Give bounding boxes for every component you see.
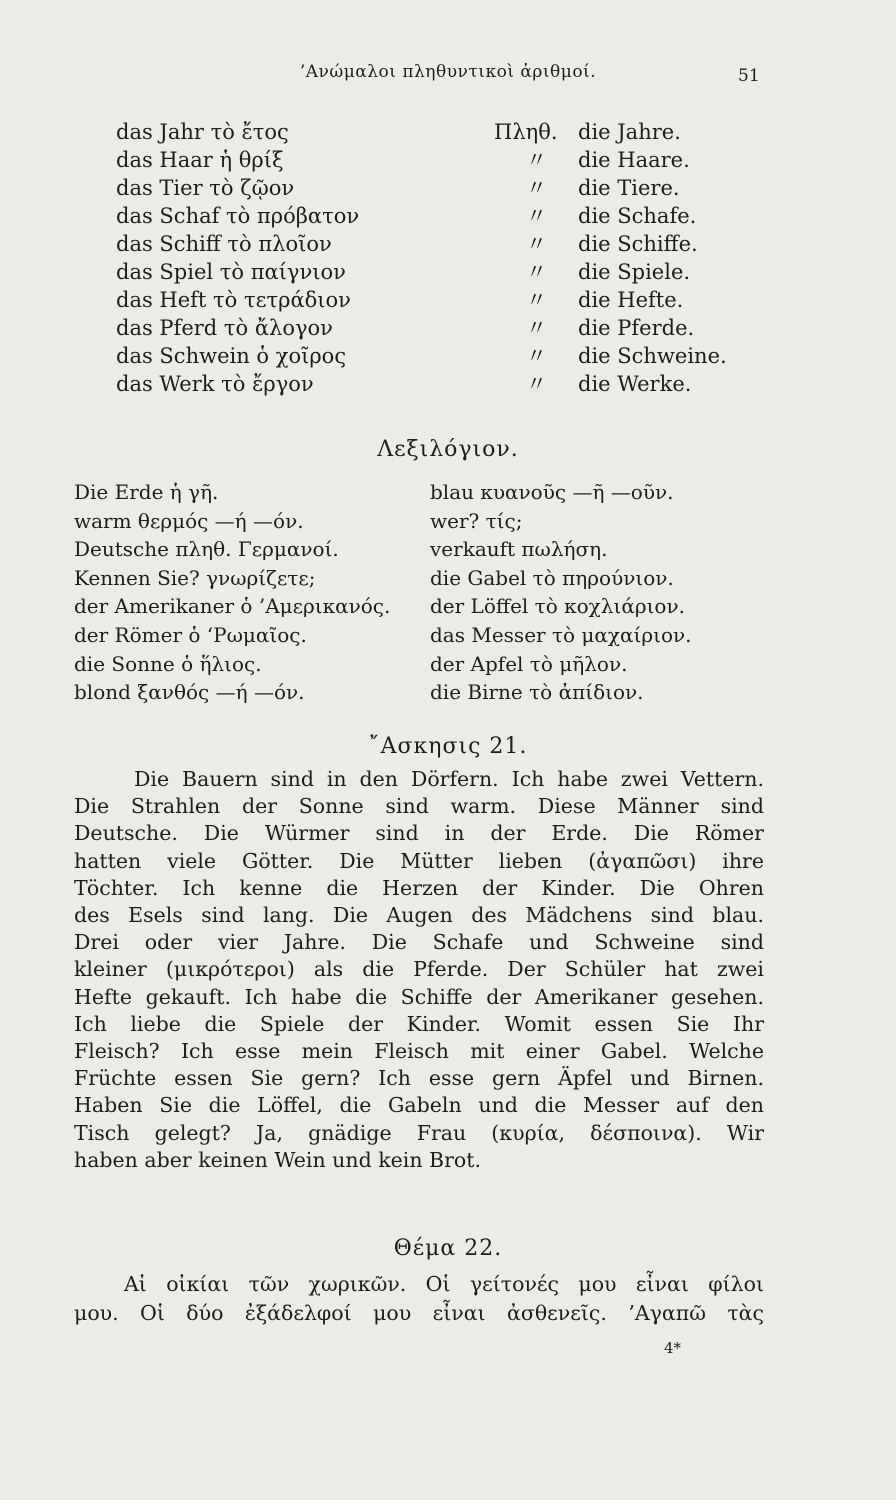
theme-text xyxy=(74,1270,764,1328)
theme-line: Αἱ οἰκίαι τῶν χωρικῶν. Οἱ γείτονές μου εἶναι φίλοι xyxy=(124,1272,764,1296)
vocabulary-item: warm θερμός —ή —όν. xyxy=(74,508,304,533)
exercise-line: des Esels sind lang. Die Augen des Mädchens sind blau. xyxy=(74,903,764,928)
plural-row xyxy=(116,342,776,370)
plural-form: die Schiffe. xyxy=(578,232,698,256)
vocabulary-item: die Sonne ὁ ἥλιος. xyxy=(74,651,262,676)
exercise-line: Drei oder vier Jahre. Die Schafe und Schweine sind xyxy=(74,930,764,955)
plural-row xyxy=(116,258,776,286)
plural-row xyxy=(116,118,776,146)
vocabulary-item: der Apfel τὸ μῆλον. xyxy=(430,651,628,676)
plural-form: die Spiele. xyxy=(578,260,691,284)
vocabulary-item: Kennen Sie? γνωρίζετε; xyxy=(74,565,316,590)
theme-line: μου. Οἱ δύο ἐξάδελφοί μου εἶναι ἀσθενεῖς. ’Αγαπῶ τὰς xyxy=(74,1301,764,1325)
page-header xyxy=(0,62,896,86)
vocabulary-item: der Löffel τὸ κοχλιάριον. xyxy=(430,594,685,619)
plural-row xyxy=(116,146,776,174)
ditto-mark: 〃 xyxy=(526,316,547,340)
ditto-mark: 〃 xyxy=(526,232,547,256)
singular-form: das Schwein ὁ χοῖρος xyxy=(116,344,347,368)
plural-form: die Schweine. xyxy=(578,344,727,368)
exercise-line: Tisch gelegt? Ja, gnädige Frau (κυρία, δέσποινα). Wir xyxy=(74,1120,764,1145)
exercise-line: Früchte essen Sie gern? Ich esse gern Äpfel und Birnen. xyxy=(74,1066,764,1091)
plural-form: die Werke. xyxy=(578,372,692,396)
vocabulary-item: der Amerikaner ὁ ’Αμερικανός. xyxy=(74,594,391,619)
vocabulary-right-column xyxy=(430,478,692,707)
exercise-line: Deutsche. Die Würmer sind in der Erde. Die Römer xyxy=(74,821,764,846)
plural-form: die Hefte. xyxy=(578,288,684,312)
signature-mark: 4* xyxy=(664,1339,682,1357)
exercise-line: Hefte gekauft. Ich habe die Schiffe der Amerikaner gesehen. xyxy=(74,984,764,1009)
theme-heading: Θέμα 22. xyxy=(393,1236,503,1261)
vocabulary-item: die Gabel τὸ πηρούνιον. xyxy=(430,565,674,590)
plural-form: die Pferde. xyxy=(578,316,695,340)
singular-form: das Spiel τὸ παίγνιον xyxy=(116,260,346,284)
exercise-line: Haben Sie die Löffel, die Gabeln und die Messer auf den xyxy=(74,1093,764,1118)
exercise-line: haben aber keinen Wein und kein Brot. xyxy=(74,1147,481,1172)
ditto-mark: 〃 xyxy=(526,204,547,228)
vocabulary-heading: Λεξιλόγιον. xyxy=(377,437,519,462)
plural-row xyxy=(116,174,776,202)
exercise-line: Töchter. Ich kenne die Herzen der Kinder. Die Ohren xyxy=(74,875,764,900)
singular-form: das Tier τὸ ζῷον xyxy=(116,176,295,200)
ditto-mark: 〃 xyxy=(526,372,547,396)
page-number: 51 xyxy=(738,66,760,86)
vocabulary-item: blau κυανοῦς —ῆ —οῦν. xyxy=(430,480,674,504)
ditto-mark: 〃 xyxy=(526,260,547,284)
singular-form: das Werk τὸ ἔργον xyxy=(116,372,314,396)
plural-form: die Jahre. xyxy=(578,120,681,144)
vocabulary-item: das Messer τὸ μαχαίριον. xyxy=(430,622,692,647)
exercise-line: kleiner (μικρότεροι) als die Pferde. Der Schüler hat zwei xyxy=(74,957,764,982)
vocabulary-left-column xyxy=(74,478,390,707)
exercise-line: Die Strahlen der Sonne sind warm. Diese Männer sind xyxy=(74,794,764,819)
vocabulary-item: blond ξανθός —ή —όν. xyxy=(74,680,305,705)
vocabulary-item: wer? τίς; xyxy=(430,508,523,533)
plural-row xyxy=(116,230,776,258)
vocabulary-item: die Birne τὸ ἀπίδιον. xyxy=(430,680,644,705)
plural-table xyxy=(116,118,776,398)
singular-form: das Jahr τὸ ἔτος xyxy=(116,120,289,144)
vocabulary-item: Die Erde ἡ γῆ. xyxy=(74,480,219,504)
singular-form: das Haar ἡ θρίξ xyxy=(116,148,284,172)
exercise-line: hatten viele Götter. Die Mütter lieben (ἀγαπῶσι) ihre xyxy=(74,848,764,873)
plural-form: die Haare. xyxy=(578,148,690,172)
plural-form: die Tiere. xyxy=(578,176,680,200)
vocabulary-item: verkauft πωλήση. xyxy=(430,537,608,562)
singular-form: das Schiff τὸ πλοῖον xyxy=(116,232,332,256)
vocabulary-item: der Römer ὁ ‘Ρωμαῖος. xyxy=(74,622,307,647)
running-title: ’Ανώμαλοι πληθυντικοὶ ἀριθμοί. xyxy=(299,62,597,82)
exercise-line: Ich liebe die Spiele der Kinder. Womit essen Sie Ihr xyxy=(74,1011,764,1036)
plural-label: Πληθ. xyxy=(494,120,558,144)
plural-row xyxy=(116,314,776,342)
exercise-line: Fleisch? Ich esse mein Fleisch mit einer Gabel. Welche xyxy=(74,1039,764,1064)
vocabulary-item: Deutsche πληθ. Γερμανοί. xyxy=(74,537,339,562)
exercise-heading: ῎Ασκησις 21. xyxy=(368,734,528,759)
exercise-text xyxy=(74,766,764,1174)
ditto-mark: 〃 xyxy=(526,344,547,368)
singular-form: das Heft τὸ τετράδιον xyxy=(116,288,351,312)
plural-row xyxy=(116,202,776,230)
singular-form: das Pferd τὸ ἄλογον xyxy=(116,316,333,340)
plural-row xyxy=(116,370,776,398)
ditto-mark: 〃 xyxy=(526,176,547,200)
ditto-mark: 〃 xyxy=(526,288,547,312)
exercise-line: Die Bauern sind in den Dörfern. Ich habe zwei Vettern. xyxy=(134,767,764,791)
singular-form: das Schaf τὸ πρόβατον xyxy=(116,204,360,228)
ditto-mark: 〃 xyxy=(526,148,547,172)
plural-form: die Schafe. xyxy=(578,204,697,228)
plural-row xyxy=(116,286,776,314)
